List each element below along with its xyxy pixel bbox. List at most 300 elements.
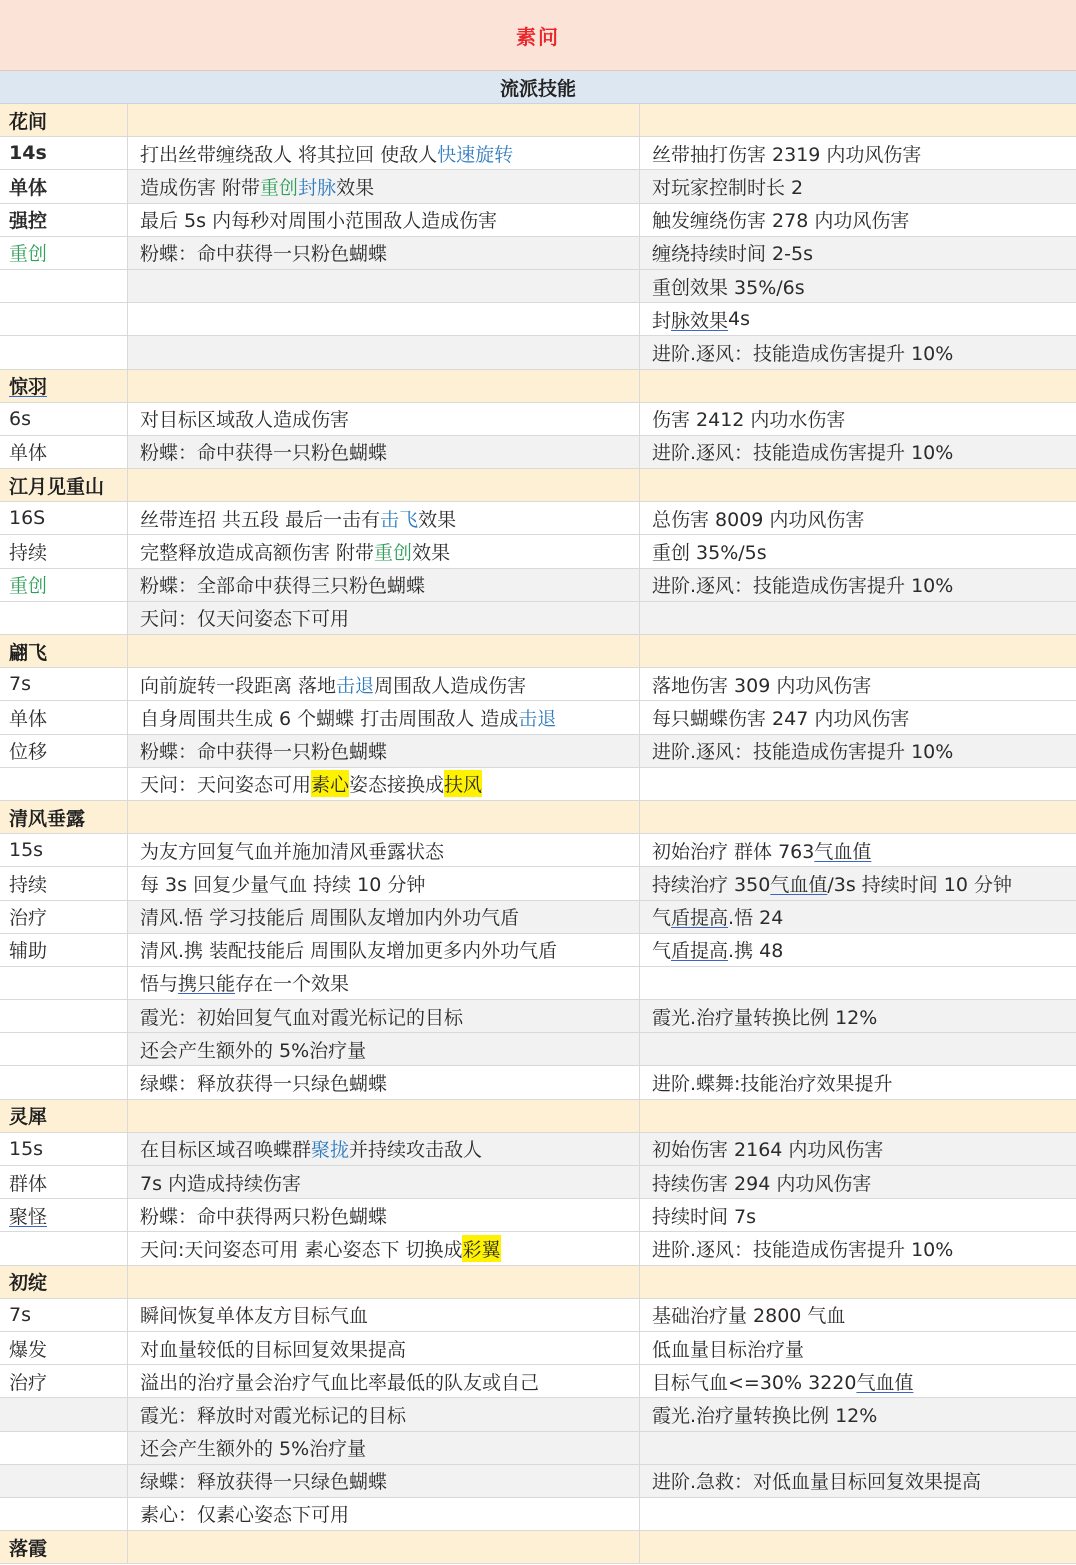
skill-tag — [0, 502, 128, 534]
skill-header-row — [0, 1531, 1076, 1564]
skill-tag — [0, 1432, 128, 1464]
cell-text: 持续治疗 350 — [652, 873, 771, 896]
cell-text: 进阶.逐风：技能造成伤害提升 10% — [652, 342, 954, 365]
cell-text: 重创 35%/5s — [652, 542, 767, 565]
cell-text: 对血量较低的目标回复效果提高 — [140, 1338, 407, 1361]
skill-tag-text: 持续 — [9, 542, 48, 565]
skill-tag — [0, 901, 128, 933]
effect-value — [640, 867, 1076, 899]
table-row — [0, 1066, 1076, 1099]
table-row — [0, 901, 1076, 934]
cell-text: 还会产生额外的 5%治疗量 — [140, 1438, 367, 1461]
skill-tag — [0, 237, 128, 269]
skill-header-row — [0, 635, 1076, 668]
effect-value — [640, 270, 1076, 302]
skill-tag-text: 强控 — [9, 210, 48, 233]
skill-tag — [0, 569, 128, 601]
skill-name — [0, 104, 128, 136]
cell-text: 进阶.逐风：技能造成伤害提升 10% — [652, 1238, 954, 1261]
cell-text: 持续时间 7s — [652, 1205, 757, 1228]
table-row — [0, 1199, 1076, 1232]
effect-value — [640, 602, 1076, 634]
effect-description — [128, 934, 640, 966]
table-row — [0, 403, 1076, 436]
effect-value — [640, 502, 1076, 534]
cell-text-styled: 携只能 — [178, 973, 236, 996]
cell-text: 霞光：释放时对霞光标记的目标 — [140, 1404, 407, 1427]
effect-description — [128, 1133, 640, 1165]
effect-value — [640, 170, 1076, 202]
skill-tag-text: 治疗 — [9, 1371, 48, 1394]
cell-text: 缠绕持续时间 2-5s — [652, 243, 813, 266]
skill-tag-text: 持续 — [9, 873, 48, 896]
skill-tag — [0, 1465, 128, 1497]
effect-description — [128, 1465, 640, 1497]
cell-text: .携 48 — [728, 940, 784, 963]
skill-tag — [0, 1332, 128, 1364]
effect-description — [128, 1199, 640, 1231]
effect-value — [640, 967, 1076, 999]
cell-text: 进阶.蝶舞:技能治疗效果提升 — [652, 1073, 893, 1096]
effect-value — [640, 834, 1076, 866]
effect-description — [128, 867, 640, 899]
skill-header-row — [0, 1100, 1076, 1133]
skill-tag-text: 爆发 — [9, 1338, 48, 1361]
cell-text: 还会产生额外的 5%治疗量 — [140, 1039, 367, 1062]
effect-value — [640, 701, 1076, 733]
effect-value — [640, 436, 1076, 468]
skill-tag — [0, 204, 128, 236]
effect-value — [640, 137, 1076, 169]
table-row — [0, 1232, 1076, 1265]
effect-description — [128, 403, 640, 435]
skill-tag — [0, 1199, 128, 1231]
skill-tag-text: 单体 — [9, 176, 48, 199]
skill-header-row — [0, 469, 1076, 502]
skill-tag-text: 惊羽 — [9, 376, 48, 399]
skill-tag — [0, 967, 128, 999]
cell-text: 效果 — [418, 508, 457, 531]
effect-value — [640, 1133, 1076, 1165]
section-header — [0, 71, 1076, 104]
effect-description — [128, 137, 640, 169]
effect-value — [640, 1199, 1076, 1231]
skill-tag-text: 清风垂露 — [9, 807, 86, 830]
cell-text: 每 3s 回复少量气血 持续 10 分钟 — [140, 873, 426, 896]
skill-tag — [0, 834, 128, 866]
table-row — [0, 569, 1076, 602]
effect-description — [128, 1266, 640, 1298]
cell-text: 粉蝶：命中获得一只粉色蝴蝶 — [140, 243, 388, 266]
effect-description — [128, 469, 640, 501]
cell-text-styled: 封脉 — [298, 176, 337, 199]
skill-tag — [0, 1166, 128, 1198]
table-row — [0, 701, 1076, 734]
effect-description — [128, 1033, 640, 1065]
cell-text-styled: 击飞 — [380, 508, 419, 531]
table-row — [0, 768, 1076, 801]
cell-text: 向前旋转一段距离 落地 — [140, 674, 337, 697]
table-row — [0, 502, 1076, 535]
effect-description — [128, 1398, 640, 1430]
skill-tag — [0, 403, 128, 435]
cell-text: 霞光.治疗量转换比例 12% — [652, 1006, 878, 1029]
cell-text-styled: 快速旋转 — [437, 143, 514, 166]
cell-text-styled: 脉效果 — [671, 309, 729, 332]
skill-tag-text: 15s — [9, 1137, 44, 1160]
skill-tag-text: 重创 — [9, 243, 48, 266]
skill-tag-text: 位移 — [9, 741, 48, 764]
skill-tag-text: 16S — [9, 507, 46, 530]
effect-value — [640, 303, 1076, 335]
effect-description — [128, 901, 640, 933]
cell-text: 进阶.逐风：技能造成伤害提升 10% — [652, 575, 954, 598]
effect-value — [640, 1465, 1076, 1497]
table-row — [0, 1465, 1076, 1498]
effect-value — [640, 1033, 1076, 1065]
effect-value — [640, 635, 1076, 667]
table-row — [0, 1432, 1076, 1465]
cell-text-styled: 彩翼 — [462, 1235, 500, 1262]
table-row — [0, 934, 1076, 967]
skill-tag-text: 治疗 — [9, 907, 48, 930]
cell-text: 在目标区域召唤蝶群 — [140, 1139, 312, 1162]
cell-text: 粉蝶：全部命中获得三只粉色蝴蝶 — [140, 575, 426, 598]
skill-tag — [0, 1398, 128, 1430]
effect-description — [128, 768, 640, 800]
skill-table — [0, 104, 1076, 1564]
effect-value — [640, 1299, 1076, 1331]
effect-description — [128, 1166, 640, 1198]
table-row — [0, 602, 1076, 635]
cell-text: 霞光.治疗量转换比例 12% — [652, 1404, 878, 1427]
effect-description — [128, 370, 640, 402]
effect-description — [128, 834, 640, 866]
table-row — [0, 967, 1076, 1000]
cell-text: 悟与 — [140, 973, 179, 996]
skill-tag — [0, 1133, 128, 1165]
effect-description — [128, 436, 640, 468]
skill-header-row — [0, 370, 1076, 403]
effect-value — [640, 104, 1076, 136]
table-row — [0, 535, 1076, 568]
skill-tag-text: 7s — [9, 1303, 31, 1326]
table-row — [0, 1498, 1076, 1531]
table-row — [0, 1133, 1076, 1166]
skill-tag-text: 江月见重山 — [9, 475, 105, 498]
effect-value — [640, 1432, 1076, 1464]
effect-value — [640, 1166, 1076, 1198]
table-row — [0, 303, 1076, 336]
skill-tag-text: 单体 — [9, 707, 48, 730]
cell-text-styled: 气血值 — [856, 1371, 914, 1394]
table-row — [0, 237, 1076, 270]
table-row — [0, 204, 1076, 237]
cell-text: 丝带连招 共五段 最后一击有 — [140, 508, 381, 531]
cell-text: 自身周围共生成 6 个蝴蝶 打击周围敌人 造成 — [140, 707, 519, 730]
effect-description — [128, 104, 640, 136]
cell-text-styled: 重创 — [260, 176, 299, 199]
table-row — [0, 1398, 1076, 1431]
skill-tag-text: 落霞 — [9, 1537, 48, 1560]
skill-tag — [0, 668, 128, 700]
skill-tag — [0, 768, 128, 800]
effect-description — [128, 1000, 640, 1032]
table-row — [0, 1000, 1076, 1033]
effect-value — [640, 1332, 1076, 1364]
table-row — [0, 336, 1076, 369]
effect-value — [640, 535, 1076, 567]
effect-description — [128, 1332, 640, 1364]
effect-description — [128, 1232, 640, 1264]
skill-header-row — [0, 801, 1076, 834]
cell-text: 落地伤害 309 内功风伤害 — [652, 674, 872, 697]
effect-value — [640, 1266, 1076, 1298]
effect-description — [128, 170, 640, 202]
cell-text-styled: 击退 — [518, 707, 557, 730]
title-bar — [0, 0, 1076, 71]
effect-description — [128, 735, 640, 767]
cell-text: 存在一个效果 — [235, 973, 350, 996]
cell-text: 绿蝶：释放获得一只绿色蝴蝶 — [140, 1073, 388, 1096]
skill-tag — [0, 934, 128, 966]
effect-value — [640, 336, 1076, 368]
effect-description — [128, 967, 640, 999]
skill-tag — [0, 535, 128, 567]
skill-name — [0, 635, 128, 667]
table-row — [0, 1033, 1076, 1066]
table-row — [0, 170, 1076, 203]
cell-text: 溢出的治疗量会治疗气血比率最低的队友或自己 — [140, 1371, 540, 1394]
effect-value — [640, 668, 1076, 700]
table-row — [0, 735, 1076, 768]
skill-tag-text: 6s — [9, 407, 31, 430]
cell-text: 伤害 2412 内功水伤害 — [652, 409, 846, 432]
cell-text: 低血量目标治疗量 — [652, 1338, 805, 1361]
effect-description — [128, 535, 640, 567]
cell-text: 天问:天问姿态可用 素心姿态下 切换成 — [140, 1238, 463, 1261]
skill-tag — [0, 1365, 128, 1397]
effect-description — [128, 635, 640, 667]
effect-description — [128, 1100, 640, 1132]
skill-tag-text: 重创 — [9, 575, 48, 598]
effect-value — [640, 801, 1076, 833]
skill-tag-text: 灵犀 — [9, 1106, 48, 1129]
effect-value — [640, 934, 1076, 966]
cell-text: 总伤害 8009 内功风伤害 — [652, 508, 865, 531]
effect-description — [128, 303, 640, 335]
effect-value — [640, 1398, 1076, 1430]
skill-header-row — [0, 1266, 1076, 1299]
cell-text: 完整释放造成高额伤害 附带 — [140, 542, 375, 565]
table-row — [0, 834, 1076, 867]
effect-description — [128, 668, 640, 700]
cell-text-styled: 气血值 — [770, 873, 828, 896]
skill-tag — [0, 1033, 128, 1065]
skill-tag-text: 翩飞 — [9, 641, 48, 664]
cell-text-styled: 聚拢 — [311, 1139, 350, 1162]
table-row — [0, 1299, 1076, 1332]
cell-text: 粉蝶：命中获得一只粉色蝴蝶 — [140, 741, 388, 764]
cell-text: 目标气血<=30% 3220 — [652, 1371, 857, 1394]
effect-description — [128, 1299, 640, 1331]
skill-tag — [0, 602, 128, 634]
skill-tag-text: 群体 — [9, 1172, 48, 1195]
skill-tag-text: 15s — [9, 839, 44, 862]
cell-text: 初始治疗 群体 763 — [652, 840, 815, 863]
effect-description — [128, 1066, 640, 1098]
cell-text: 4s — [728, 308, 751, 331]
cell-text: 触发缠绕伤害 278 内功风伤害 — [652, 210, 910, 233]
cell-text: .悟 24 — [728, 907, 784, 930]
cell-text: 初始伤害 2164 内功风伤害 — [652, 1139, 884, 1162]
cell-text: 清风.悟 学习技能后 周围队友增加内外功气盾 — [140, 907, 520, 930]
cell-text: 姿态接换成 — [349, 774, 445, 797]
effect-value — [640, 735, 1076, 767]
cell-text: 气 — [652, 907, 672, 930]
skill-name — [0, 370, 128, 402]
table-row — [0, 867, 1076, 900]
skill-name — [0, 1100, 128, 1132]
effect-value — [640, 768, 1076, 800]
effect-description — [128, 1531, 640, 1563]
skill-tag-text: 14s — [9, 142, 47, 165]
cell-text-styled: 素心 — [311, 770, 349, 797]
effect-description — [128, 502, 640, 534]
cell-text: 效果 — [412, 542, 451, 565]
skill-name — [0, 469, 128, 501]
skill-tag — [0, 336, 128, 368]
skill-tag — [0, 436, 128, 468]
table-row — [0, 668, 1076, 701]
cell-text: 气 — [652, 940, 672, 963]
table-row — [0, 1332, 1076, 1365]
skill-tag — [0, 735, 128, 767]
cell-text: 对玩家控制时长 2 — [652, 176, 804, 199]
cell-text: 封 — [652, 309, 672, 332]
effect-description — [128, 801, 640, 833]
cell-text: 最后 5s 内每秒对周围小范围敌人造成伤害 — [140, 210, 498, 233]
cell-text-styled: 气血值 — [814, 840, 872, 863]
cell-text-styled: 盾提高 — [671, 907, 729, 930]
cell-text: 绿蝶：释放获得一只绿色蝴蝶 — [140, 1471, 388, 1494]
cell-text: 造成伤害 附带 — [140, 176, 261, 199]
skill-tag — [0, 1000, 128, 1032]
cell-text: 打出丝带缠绕敌人 将其拉回 使敌人 — [140, 143, 438, 166]
table-row — [0, 436, 1076, 469]
effect-value — [640, 1232, 1076, 1264]
table-row — [0, 270, 1076, 303]
effect-description — [128, 1365, 640, 1397]
skill-tag-text: 7s — [9, 673, 31, 696]
effect-value — [640, 569, 1076, 601]
effect-value — [640, 901, 1076, 933]
cell-text: 清风.携 装配技能后 周围队友增加更多内外功气盾 — [140, 940, 558, 963]
effect-value — [640, 403, 1076, 435]
section-title: 流派技能 — [499, 77, 576, 100]
skill-tag — [0, 1066, 128, 1098]
skill-tag — [0, 1232, 128, 1264]
cell-text: 粉蝶：命中获得两只粉色蝴蝶 — [140, 1205, 388, 1228]
cell-text: 天问：天问姿态可用 — [140, 774, 312, 797]
effect-value — [640, 1066, 1076, 1098]
cell-text-styled: 击退 — [336, 674, 375, 697]
skill-name — [0, 1531, 128, 1563]
effect-value — [640, 1100, 1076, 1132]
cell-text: 瞬间恢复单体友方目标气血 — [140, 1305, 369, 1328]
cell-text: 粉蝶：命中获得一只粉色蝴蝶 — [140, 442, 388, 465]
cell-text: 基础治疗量 2800 气血 — [652, 1305, 846, 1328]
cell-text: 并持续攻击敌人 — [349, 1139, 483, 1162]
effect-description — [128, 1432, 640, 1464]
cell-text: 进阶.急救：对低血量目标回复效果提高 — [652, 1471, 982, 1494]
cell-text: 重创效果 35%/6s — [652, 276, 805, 299]
cell-text: 素心：仅素心姿态下可用 — [140, 1504, 350, 1527]
effect-description — [128, 701, 640, 733]
effect-description — [128, 270, 640, 302]
cell-text: 对目标区域敌人造成伤害 — [140, 409, 350, 432]
effect-description — [128, 336, 640, 368]
skill-tag-text: 聚怪 — [9, 1205, 48, 1228]
cell-text: 丝带抽打伤害 2319 内功风伤害 — [652, 143, 922, 166]
effect-description — [128, 204, 640, 236]
effect-value — [640, 469, 1076, 501]
cell-text: 周围敌人造成伤害 — [374, 674, 527, 697]
skill-tag — [0, 1498, 128, 1530]
page-title: 素问 — [516, 24, 560, 49]
skill-tag — [0, 137, 128, 169]
cell-text-styled: 重创 — [374, 542, 413, 565]
cell-text: 霞光：初始回复气血对霞光标记的目标 — [140, 1006, 464, 1029]
effect-value — [640, 1365, 1076, 1397]
cell-text-styled: 盾提高 — [671, 940, 729, 963]
cell-text: 进阶.逐风：技能造成伤害提升 10% — [652, 442, 954, 465]
cell-text: 每只蝴蝶伤害 247 内功风伤害 — [652, 707, 910, 730]
effect-value — [640, 1000, 1076, 1032]
effect-value — [640, 1531, 1076, 1563]
skill-tag-text: 初绽 — [9, 1272, 48, 1295]
effect-value — [640, 237, 1076, 269]
cell-text: 效果 — [336, 176, 375, 199]
skill-tag — [0, 1299, 128, 1331]
cell-text: 进阶.逐风：技能造成伤害提升 10% — [652, 741, 954, 764]
effect-description — [128, 1498, 640, 1530]
effect-description — [128, 237, 640, 269]
skill-tag — [0, 303, 128, 335]
skill-tag — [0, 867, 128, 899]
effect-value — [640, 1498, 1076, 1530]
table-row — [0, 137, 1076, 170]
cell-text: 为友方回复气血并施加清风垂露状态 — [140, 840, 445, 863]
effect-value — [640, 204, 1076, 236]
skill-tag-text: 辅助 — [9, 940, 48, 963]
cell-text: 持续伤害 294 内功风伤害 — [652, 1172, 872, 1195]
table-row — [0, 1166, 1076, 1199]
effect-value — [640, 370, 1076, 402]
cell-text-styled: 扶风 — [444, 770, 482, 797]
skill-tag — [0, 270, 128, 302]
skill-name — [0, 801, 128, 833]
effect-description — [128, 602, 640, 634]
skill-tag — [0, 701, 128, 733]
skill-tag-text: 单体 — [9, 442, 48, 465]
cell-text: 7s 内造成持续伤害 — [140, 1172, 302, 1195]
skill-tag-text: 花间 — [9, 110, 48, 133]
cell-text: 天问：仅天问姿态下可用 — [140, 608, 350, 631]
effect-description — [128, 569, 640, 601]
table-row — [0, 1365, 1076, 1398]
skill-header-row — [0, 104, 1076, 137]
